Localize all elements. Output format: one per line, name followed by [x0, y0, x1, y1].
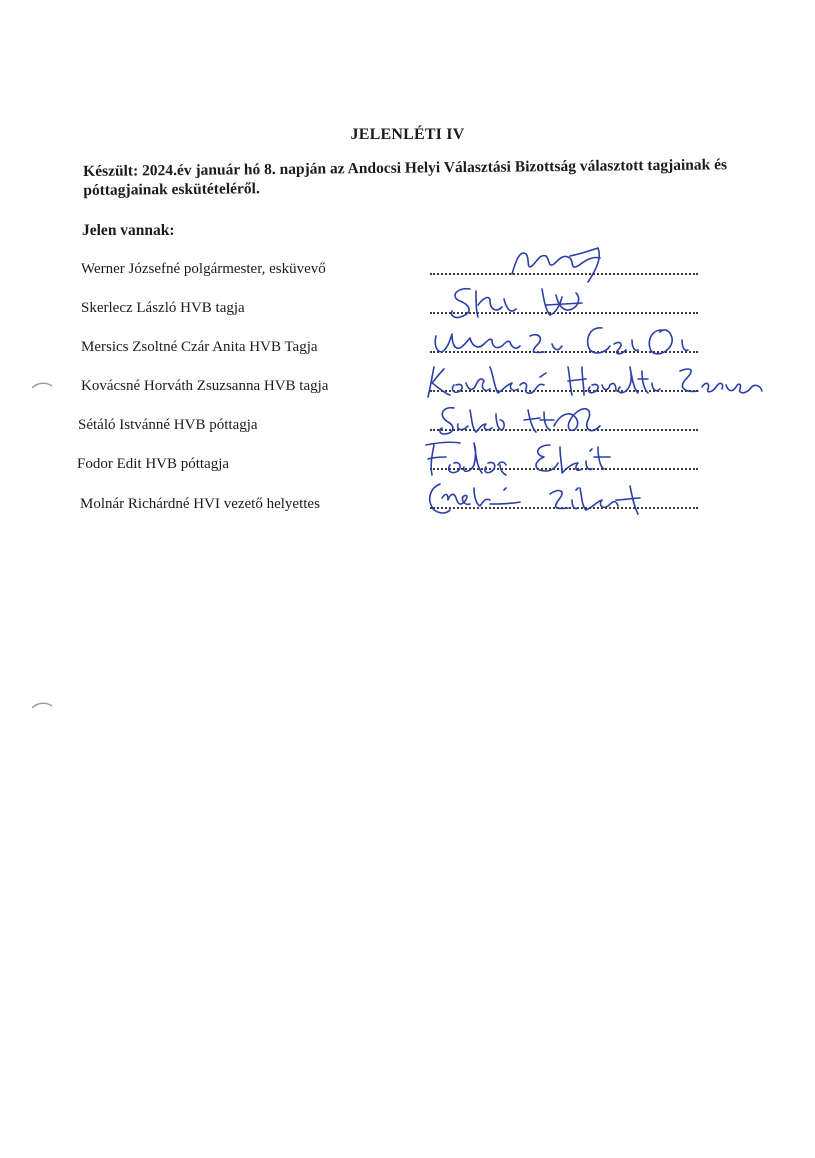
attendee-name: Mersics Zsoltné Czár Anita HVB Tagja [81, 339, 318, 355]
present-label: Jelen vannak: [82, 222, 175, 239]
attendee-name: Fodor Edit HVB póttagja [77, 456, 230, 472]
attendee-name: Skerlecz László HVB tagja [81, 300, 245, 316]
document-title: JELENLÉTI IV [350, 126, 465, 143]
punch-mark-icon [30, 700, 54, 710]
attendee-name: Molnár Richárdné HVI vezető helyettes [80, 496, 320, 512]
attendee-name: Kovácsné Horváth Zsuzsanna HVB tagja [81, 378, 329, 394]
handwritten-signature [420, 474, 780, 520]
punch-mark-icon [30, 380, 54, 390]
attendee-row [0, 492, 815, 522]
document-intro: Készült: 2024.év január hó 8. napján az Andocsi Helyi Választási Bizottság választott tagjainak és póttagjainak eskütételéről. [83, 156, 728, 199]
attendee-name: Werner Józsefné polgármester, esküvevő [81, 261, 326, 277]
attendee-name: Sétáló Istvánné HVB póttagja [78, 417, 258, 433]
